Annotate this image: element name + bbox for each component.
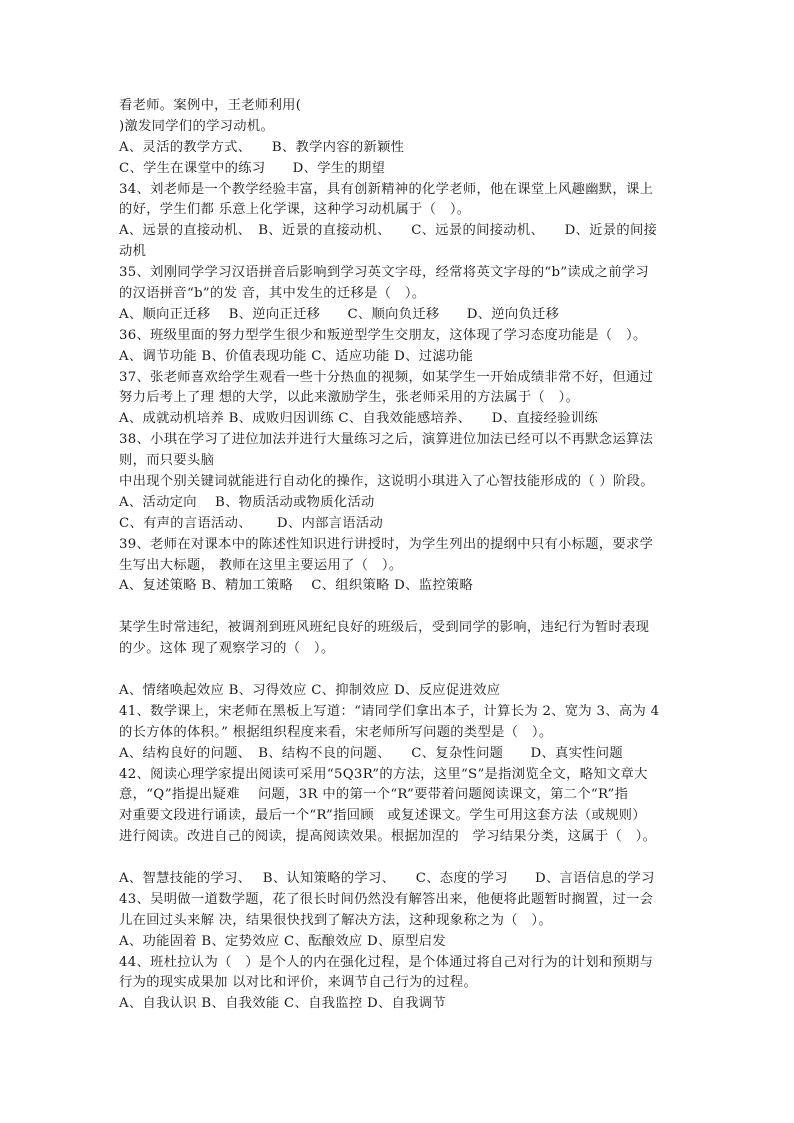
text-line: 43、吴明做一道数学题，花了很长时间仍然没有解答出来，他便将此题暂时搁置，过一会	[119, 891, 654, 907]
text-line: A、顺向正迁移 B、逆向正迁移 C、顺向负迁移 D、逆向负迁移	[119, 306, 560, 322]
text-line: 动机	[119, 244, 147, 260]
text-line: 看老师。案例中，王老师利用(	[119, 98, 302, 113]
text-line: 的汉语拼音“b”的发 音，其中发生的迁移是（ ）。	[119, 286, 426, 302]
text-line: 的少。这体 现了观察学习的（ ）。	[119, 641, 335, 657]
text-line: 35、刘刚同学学习汉语拼音后影响到学习英文字母，经常将英文字母的“b”读成之前学习	[119, 265, 650, 281]
blank-line	[119, 597, 689, 618]
text-line: )激发同学们的学习动机。	[119, 118, 275, 134]
text-line: A、情绪唤起效应 B、习得效应 C、抑制效应 D、反应促进效应	[119, 682, 501, 698]
text-line: A、自我认识 B、自我效能 C、自我监控 D、自我调节	[119, 996, 446, 1012]
text-line: 38、小琪在学习了进位加法并进行大量练习之后，演算进位加法已经可以不再默念运算法	[119, 432, 654, 448]
blank-line	[119, 848, 689, 869]
text-line: A、调节功能 B、价值表现功能 C、适应功能 D、过滤功能	[119, 348, 474, 364]
text-line: 生写出大标题， 教师在这里主要运用了（ ）。	[119, 557, 403, 573]
text-line: 中出现个别关键词就能进行自动化的操作，这说明小琪进入了心智技能形成的（ ）阶段。	[119, 474, 654, 490]
text-line: 37、张老师喜欢给学生观看一些十分热血的视频，如某学生一开始成绩非常不好，但通过	[119, 369, 654, 385]
text-line: A、活动定向 B、物质活动或物质化活动	[119, 494, 375, 510]
text-line: 则，而只要头脑	[119, 453, 215, 469]
text-line: A、智慧技能的学习、 B、认知策略的学习、 C、态度的学习 D、言语信息的学习	[119, 870, 655, 886]
text-line: 的好，学生们都 乐意上化学课，这种学习动机属于（ ）。	[119, 202, 471, 218]
text-line: A、灵活的教学方式、 B、教学内容的新颖性	[119, 139, 405, 155]
text-line: 努力后考上了理 想的大学，以此来激励学生，张老师采用的方法属于（ ）。	[119, 390, 580, 406]
text-line: A、功能固着 B、定势效应 C、酝酿效应 D、原型启发	[119, 933, 446, 949]
text-line: 39、老师在对课本中的陈述性知识进行讲授时，为学生列出的提纲中只有小标题，要求学	[119, 536, 654, 552]
text-line: 41、数学课上，宋老师在黑板上写道：“请同学们拿出本子，计算长为 2、宽为 3、高为 4	[119, 703, 660, 719]
text-line: A、结构良好的问题、 B、结构不良的问题、 C、复杂性问题 D、真实性问题	[119, 745, 623, 761]
text-line: 某学生时常违纪，被调剂到班风班纪良好的班级后，受到同学的影响，违纪行为暂时表现	[119, 620, 650, 636]
text-line: A、复述策略 B、精加工策略 C、组织策略 D、监控策略	[119, 578, 474, 594]
text-line: 对重要文段进行诵读，最后一个“R”指回顾 或复述课文。学生可用这套方法（或规则）	[119, 808, 646, 824]
text-line: C、学生在课堂中的练习 D、学生的期望	[119, 160, 386, 176]
text-line: 进行阅读。改进自己的阅读，提高阅读效果。根据加涅的 学习结果分类，这属于（ ）。	[119, 829, 657, 845]
text-line: 34、刘老师是一个教学经验丰富，具有创新精神的化学老师，他在课堂上风趣幽默，课上	[119, 181, 654, 197]
text-line: 36、班级里面的努力型学生很少和叛逆型学生交朋友，这体现了学习态度功能是（ ）。	[119, 327, 647, 343]
text-line: 行为的现实成果加 以对比和评价，来调节自己行为的过程。	[119, 975, 478, 991]
text-line: C、有声的言语活动、 D、内部言语活动	[119, 515, 384, 531]
text-line: 的长方体的体积。” 根据组织程度来看，宋老师所写问题的类型是（ ）。	[119, 724, 553, 740]
blank-line	[119, 660, 689, 681]
text-line: A、成就动机培养 B、成败归因训练 C、自我效能感培养、 D、直接经验训练	[119, 411, 598, 427]
text-line: 42、阅读心理学家提出阅读可采用“5Q3R”的方法，这里“S”是指浏览全文，略知文章大	[119, 766, 648, 782]
text-line: 意，“Q”指提出疑难 问题，3R 中的第一个“R”要带着问题阅读课文，第二个“R”指	[119, 787, 629, 803]
text-line: 44、班杜拉认为（ ）是个人的内在强化过程，是个体通过将自己对行为的计划和预期与	[119, 954, 654, 970]
text-line: 儿在回过头来解 决，结果很快找到了解决方法，这种现象称之为（ ）。	[119, 912, 552, 928]
document-text-body	[119, 96, 689, 1015]
text-line: A、远景的直接动机、 B、近景的直接动机、 C、远景的间接动机、 D、近景的间接	[119, 223, 658, 239]
